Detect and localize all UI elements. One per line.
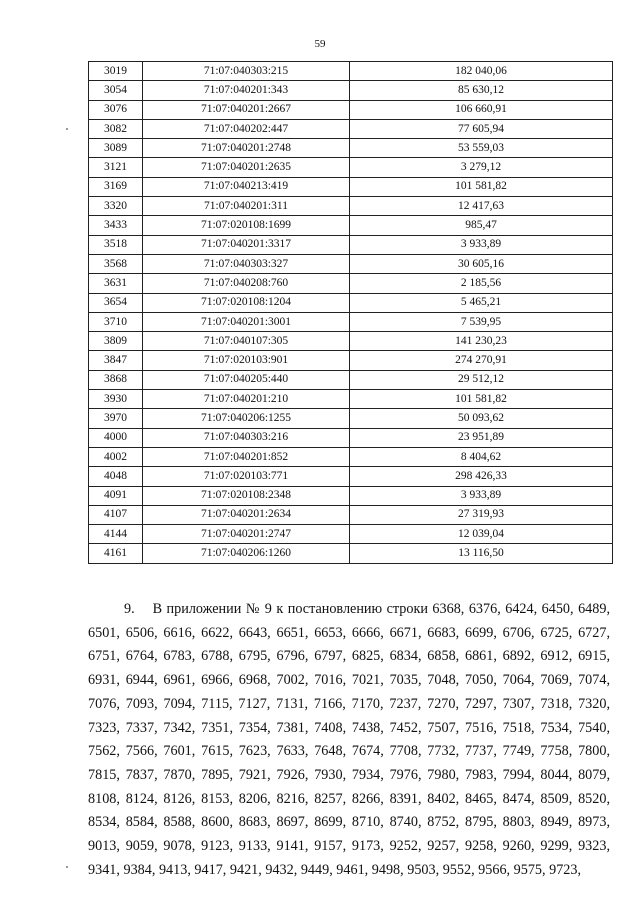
table-row <box>89 428 613 447</box>
row-number-cell: 4002 <box>89 447 143 466</box>
table-row <box>89 119 613 138</box>
cadastral-number-cell: 71:07:040201:343 <box>143 81 350 100</box>
row-number-cell: 4161 <box>89 544 143 563</box>
cadastral-number-cell: 71:07:040303:215 <box>143 62 350 81</box>
table-row <box>89 81 613 100</box>
table-row <box>89 293 613 312</box>
amount-cell: 3 933,89 <box>350 235 613 254</box>
row-number-cell: 3169 <box>89 177 143 196</box>
cadastral-number-cell: 71:07:040206:1255 <box>143 409 350 428</box>
cadastral-number-cell: 71:07:040201:2748 <box>143 139 350 158</box>
cadastral-number-cell: 71:07:040107:305 <box>143 332 350 351</box>
row-number-cell: 4144 <box>89 525 143 544</box>
cadastral-number-cell: 71:07:040303:327 <box>143 254 350 273</box>
cadastral-number-cell: 71:07:040201:2634 <box>143 505 350 524</box>
cadastral-number-cell: 71:07:040202:447 <box>143 119 350 138</box>
row-number-cell: 3970 <box>89 409 143 428</box>
row-number-cell: 3710 <box>89 312 143 331</box>
amount-cell: 12 417,63 <box>350 197 613 216</box>
table-row <box>89 390 613 409</box>
row-number-cell: 3082 <box>89 119 143 138</box>
amount-cell: 298 426,33 <box>350 467 613 486</box>
row-number-cell: 3518 <box>89 235 143 254</box>
row-number-cell: 3320 <box>89 197 143 216</box>
table-row <box>89 197 613 216</box>
cadastral-number-cell: 71:07:040208:760 <box>143 274 350 293</box>
amount-cell: 50 093,62 <box>350 409 613 428</box>
amount-cell: 30 605,16 <box>350 254 613 273</box>
cadastral-number-cell: 71:07:020103:901 <box>143 351 350 370</box>
amount-cell: 8 404,62 <box>350 447 613 466</box>
table-body <box>89 62 613 564</box>
cadastral-number-cell: 71:07:040201:3001 <box>143 312 350 331</box>
cadastral-number-cell: 71:07:040303:216 <box>143 428 350 447</box>
page-number: 59 <box>314 38 326 50</box>
amount-cell: 3 933,89 <box>350 486 613 505</box>
table-row <box>89 544 613 563</box>
row-number-cell: 3019 <box>89 62 143 81</box>
amount-cell: 23 951,89 <box>350 428 613 447</box>
row-number-cell: 3654 <box>89 293 143 312</box>
amount-cell: 101 581,82 <box>350 390 613 409</box>
table-row <box>89 177 613 196</box>
margin-dot <box>66 128 68 130</box>
cadastral-number-cell: 71:07:040201:311 <box>143 197 350 216</box>
cadastral-number-cell: 71:07:040201:210 <box>143 390 350 409</box>
table-row <box>89 370 613 389</box>
amount-cell: 29 512,12 <box>350 370 613 389</box>
amount-cell: 7 539,95 <box>350 312 613 331</box>
cadastral-number-cell: 71:07:040201:852 <box>143 447 350 466</box>
cadastral-number-cell: 71:07:040201:2667 <box>143 100 350 119</box>
table-row <box>89 447 613 466</box>
row-number-cell: 3631 <box>89 274 143 293</box>
table-row <box>89 274 613 293</box>
amount-cell: 141 230,23 <box>350 332 613 351</box>
cadastral-number-cell: 71:07:020108:1204 <box>143 293 350 312</box>
margin-dot <box>66 866 68 868</box>
row-number-cell: 3076 <box>89 100 143 119</box>
table-row <box>89 409 613 428</box>
table-row <box>89 62 613 81</box>
row-number-cell: 3930 <box>89 390 143 409</box>
row-number-cell: 3054 <box>89 81 143 100</box>
table-row <box>89 254 613 273</box>
row-number-cell: 4000 <box>89 428 143 447</box>
table-row <box>89 216 613 235</box>
row-number-cell: 3568 <box>89 254 143 273</box>
row-number-cell: 3868 <box>89 370 143 389</box>
cadastral-number-cell: 71:07:040213:419 <box>143 177 350 196</box>
row-number-cell: 3121 <box>89 158 143 177</box>
data-table <box>88 61 613 564</box>
cadastral-number-cell: 71:07:040206:1260 <box>143 544 350 563</box>
row-number-cell: 3809 <box>89 332 143 351</box>
table-row <box>89 351 613 370</box>
table-row <box>89 235 613 254</box>
amount-cell: 12 039,04 <box>350 525 613 544</box>
cadastral-number-cell: 71:07:040201:2747 <box>143 525 350 544</box>
table-row <box>89 312 613 331</box>
row-number-cell: 3847 <box>89 351 143 370</box>
amount-cell: 3 279,12 <box>350 158 613 177</box>
row-number-cell: 4091 <box>89 486 143 505</box>
body-paragraph: 9. В приложении № 9 к постановлению строки 6368, 6376, 6424, 6450, 6489, 6501, 6506, 6616, 6622, 6643, 6651, 6653, 6666, 6671, 6683, 6699, 6706, 6725, 6727, 6751, 6764, 6783, 6788, 6795, 6796, 6797, 6825, 6834, 6858, 6861, 6892, 6912, 6915, 6931, 6944, 6961, 6966, 6968, 7002, 7016, 7021, 7035, 7048, 7050, 7064, 7069, 7074, 7076, 7093, 7094, 7115, 7127, 7131, 7166, 7170, 7237, 7270, 7297, 7307, 7318, 7320, 7323, 7337, 7342, 7351, 7354, 7381, 7408, 7438, 7452, 7507, 7516, 7518, 7534, 7540, 7562, 7566, 7601, 7615, 7623, 7633, 7648, 7674, 7708, 7732, 7737, 7749, 7758, 7800, 7815, 7837, 7870, 7895, 7921, 7926, 7930, 7934, 7976, 7980, 7983, 7994, 8044, 8079, 8108, 8124, 8126, 8153, 8206, 8216, 8257, 8266, 8391, 8402, 8465, 8474, 8509, 8520, 8534, 8584, 8588, 8600, 8683, 8697, 8699, 8710, 8740, 8752, 8795, 8803, 8949, 8973, 9013, 9059, 9078, 9123, 9133, 9141, 9157, 9173, 9252, 9257, 9258, 9260, 9299, 9323, 9341, 9384, 9413, 9417, 9421, 9432, 9449, 9461, 9498, 9503, 9552, 9566, 9575, 9723, <box>88 601 610 878</box>
amount-cell: 2 185,56 <box>350 274 613 293</box>
cadastral-number-cell: 71:07:040205:440 <box>143 370 350 389</box>
amount-cell: 77 605,94 <box>350 119 613 138</box>
table-row <box>89 505 613 524</box>
amount-cell: 274 270,91 <box>350 351 613 370</box>
cadastral-number-cell: 71:07:020108:2348 <box>143 486 350 505</box>
table-row <box>89 486 613 505</box>
row-number-cell: 3089 <box>89 139 143 158</box>
table-row <box>89 332 613 351</box>
table-row <box>89 139 613 158</box>
cadastral-number-cell: 71:07:040201:2635 <box>143 158 350 177</box>
cadastral-number-cell: 71:07:040201:3317 <box>143 235 350 254</box>
amount-cell: 985,47 <box>350 216 613 235</box>
amount-cell: 182 040,06 <box>350 62 613 81</box>
table-row <box>89 158 613 177</box>
amount-cell: 5 465,21 <box>350 293 613 312</box>
amount-cell: 85 630,12 <box>350 81 613 100</box>
amount-cell: 101 581,82 <box>350 177 613 196</box>
row-number-cell: 4107 <box>89 505 143 524</box>
cadastral-number-cell: 71:07:020103:771 <box>143 467 350 486</box>
amount-cell: 53 559,03 <box>350 139 613 158</box>
amount-cell: 106 660,91 <box>350 100 613 119</box>
amount-cell: 27 319,93 <box>350 505 613 524</box>
cadastral-number-cell: 71:07:020108:1699 <box>143 216 350 235</box>
table-row <box>89 100 613 119</box>
table-row <box>89 525 613 544</box>
table-row <box>89 467 613 486</box>
amount-cell: 13 116,50 <box>350 544 613 563</box>
row-number-cell: 4048 <box>89 467 143 486</box>
row-number-cell: 3433 <box>89 216 143 235</box>
